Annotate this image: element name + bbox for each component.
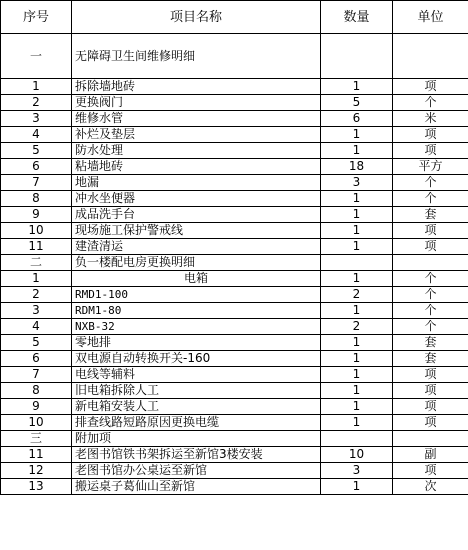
row-qty: 1 (321, 399, 393, 415)
row-no: 5 (1, 335, 72, 351)
row-qty: 1 (321, 143, 393, 159)
row-name: 冲水坐便器 (72, 191, 321, 207)
row-qty: 1 (321, 239, 393, 255)
section-qty (321, 431, 393, 447)
section-row (1, 34, 468, 79)
table-row (1, 159, 468, 175)
row-unit: 个 (393, 191, 468, 207)
header-qty: 数量 (321, 1, 393, 34)
table-row (1, 191, 468, 207)
row-qty: 3 (321, 463, 393, 479)
section-title: 负一楼配电房更换明细 (72, 255, 321, 271)
row-unit: 套 (393, 351, 468, 367)
row-name: 电线等辅料 (72, 367, 321, 383)
row-qty: 1 (321, 191, 393, 207)
section-row (1, 255, 468, 271)
table-row (1, 351, 468, 367)
row-unit: 个 (393, 303, 468, 319)
row-name: 双电源自动转换开关-160 (72, 351, 321, 367)
section-no: 三 (1, 431, 72, 447)
row-no: 3 (1, 111, 72, 127)
row-no: 4 (1, 127, 72, 143)
row-unit: 套 (393, 207, 468, 223)
row-no: 10 (1, 223, 72, 239)
row-no: 6 (1, 159, 72, 175)
row-no: 2 (1, 95, 72, 111)
row-unit: 个 (393, 95, 468, 111)
row-no: 6 (1, 351, 72, 367)
row-name: 成品洗手台 (72, 207, 321, 223)
row-no: 5 (1, 143, 72, 159)
row-qty: 3 (321, 175, 393, 191)
row-no: 8 (1, 383, 72, 399)
row-no: 9 (1, 399, 72, 415)
row-unit: 副 (393, 447, 468, 463)
row-qty: 1 (321, 79, 393, 95)
row-name: 电箱 (72, 271, 321, 287)
row-no: 1 (1, 271, 72, 287)
row-no: 7 (1, 367, 72, 383)
table-row (1, 287, 468, 303)
row-unit: 项 (393, 415, 468, 431)
table-row (1, 479, 468, 495)
section-qty (321, 34, 393, 79)
row-unit: 套 (393, 335, 468, 351)
section-title: 附加项 (72, 431, 321, 447)
section-unit (393, 431, 468, 447)
row-qty: 5 (321, 95, 393, 111)
table-row (1, 463, 468, 479)
table-row (1, 111, 468, 127)
row-unit: 次 (393, 479, 468, 495)
row-name: 地漏 (72, 175, 321, 191)
row-unit: 项 (393, 463, 468, 479)
row-no: 1 (1, 79, 72, 95)
table-row (1, 399, 468, 415)
table-row (1, 175, 468, 191)
row-unit: 项 (393, 399, 468, 415)
row-unit: 项 (393, 143, 468, 159)
row-name: 维修水管 (72, 111, 321, 127)
row-qty: 1 (321, 271, 393, 287)
table-body (1, 1, 468, 495)
row-name: 老图书馆办公桌运至新馆 (72, 463, 321, 479)
row-unit: 项 (393, 223, 468, 239)
row-no: 7 (1, 175, 72, 191)
table-row (1, 319, 468, 335)
row-unit: 米 (393, 111, 468, 127)
row-unit: 项 (393, 383, 468, 399)
row-unit: 个 (393, 319, 468, 335)
header-no: 序号 (1, 1, 72, 34)
section-no: 一 (1, 34, 72, 79)
table-row (1, 271, 468, 287)
row-no: 3 (1, 303, 72, 319)
table-row (1, 335, 468, 351)
row-qty: 1 (321, 207, 393, 223)
row-qty: 2 (321, 287, 393, 303)
table-row (1, 143, 468, 159)
row-no: 8 (1, 191, 72, 207)
row-unit: 个 (393, 175, 468, 191)
row-name: 防水处理 (72, 143, 321, 159)
table-row (1, 383, 468, 399)
row-qty: 1 (321, 367, 393, 383)
section-no: 二 (1, 255, 72, 271)
row-qty: 1 (321, 223, 393, 239)
row-no: 10 (1, 415, 72, 431)
row-unit: 项 (393, 127, 468, 143)
row-name: 更换阀门 (72, 95, 321, 111)
table-row (1, 79, 468, 95)
row-qty: 10 (321, 447, 393, 463)
row-name: RDM1-80 (72, 303, 321, 319)
row-no: 13 (1, 479, 72, 495)
row-no: 2 (1, 287, 72, 303)
table-row (1, 303, 468, 319)
row-qty: 1 (321, 303, 393, 319)
row-no: 12 (1, 463, 72, 479)
table-row (1, 207, 468, 223)
row-qty: 18 (321, 159, 393, 175)
table-row (1, 223, 468, 239)
row-unit: 项 (393, 239, 468, 255)
table-row (1, 127, 468, 143)
section-qty (321, 255, 393, 271)
section-row (1, 431, 468, 447)
row-qty: 2 (321, 319, 393, 335)
header-name: 项目名称 (72, 1, 321, 34)
row-no: 11 (1, 447, 72, 463)
row-name: 新电箱安装人工 (72, 399, 321, 415)
row-name: 零地排 (72, 335, 321, 351)
row-name: RMD1-100 (72, 287, 321, 303)
section-title: 无障碍卫生间维修明细 (72, 34, 321, 79)
row-qty: 1 (321, 479, 393, 495)
row-name: 旧电箱拆除人工 (72, 383, 321, 399)
row-qty: 6 (321, 111, 393, 127)
header-unit: 单位 (393, 1, 468, 34)
row-unit: 项 (393, 79, 468, 95)
row-no: 9 (1, 207, 72, 223)
header-row (1, 1, 468, 34)
table-row (1, 367, 468, 383)
row-name: 现场施工保护警戒线 (72, 223, 321, 239)
row-qty: 1 (321, 351, 393, 367)
section-unit (393, 34, 468, 79)
row-name: 搬运桌子葛仙山至新馆 (72, 479, 321, 495)
row-unit: 个 (393, 287, 468, 303)
row-name: 排查线路短路原因更换电缆 (72, 415, 321, 431)
row-no: 11 (1, 239, 72, 255)
row-qty: 1 (321, 415, 393, 431)
row-unit: 平方 (393, 159, 468, 175)
row-unit: 项 (393, 367, 468, 383)
row-name: NXB-32 (72, 319, 321, 335)
table-row (1, 95, 468, 111)
row-qty: 1 (321, 127, 393, 143)
row-name: 粘墙地砖 (72, 159, 321, 175)
row-unit: 个 (393, 271, 468, 287)
table-row (1, 239, 468, 255)
section-unit (393, 255, 468, 271)
row-name: 建渣清运 (72, 239, 321, 255)
row-name: 拆除墙地砖 (72, 79, 321, 95)
row-name: 老图书馆铁书架拆运至新馆3楼安装 (72, 447, 321, 463)
table-row (1, 415, 468, 431)
row-qty: 1 (321, 335, 393, 351)
row-no: 4 (1, 319, 72, 335)
table-row (1, 447, 468, 463)
row-name: 补烂及垫层 (72, 127, 321, 143)
row-qty: 1 (321, 383, 393, 399)
